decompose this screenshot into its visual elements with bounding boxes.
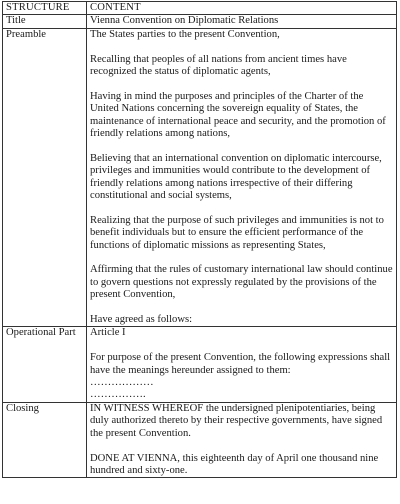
preamble-paragraph: Have agreed as follows:: [90, 314, 193, 326]
structure-column-header: STRUCTURE: [3, 2, 87, 15]
row-label-preamble: Preamble: [3, 28, 87, 327]
preamble-paragraph: Affirming that the rules of customary international law should continue to govern questions not expressly regulated by the provisions of the present Convention,: [90, 264, 393, 301]
table-row-operational: [3, 327, 397, 402]
article-heading: Article I: [90, 327, 126, 339]
ellipsis-line: …………….: [90, 389, 146, 401]
row-label-title: Title: [3, 15, 87, 28]
convention-title: Vienna Convention on Diplomatic Relations: [87, 15, 397, 28]
structure-content-table: [2, 1, 397, 478]
preamble-paragraph: Recalling that peoples of all nations from ancient times have recognized the status of diplomatic agents,: [90, 53, 347, 78]
table-row-title: [3, 15, 397, 28]
ellipsis-line: ………………: [90, 377, 154, 389]
row-label-closing: Closing: [3, 402, 87, 477]
table-row-closing: [3, 402, 397, 477]
preamble-paragraph: Realizing that the purpose of such privileges and immunities is not to benefit individuals but to ensure the efficient performance of the functions of diplomatic missions as representing States,: [90, 214, 384, 251]
content-column-header: CONTENT: [87, 2, 397, 15]
article-text: For purpose of the present Convention, the following expressions shall have the meanings hereunder assigned to them:: [90, 352, 391, 376]
row-label-operational: Operational Part: [3, 327, 87, 402]
preamble-paragraph: Believing that an international convention on diplomatic intercourse, privileges and immunities would contribute to the development of friendly relations among nations irrespective of their differing constitutional and social systems,: [90, 152, 382, 202]
closing-content: [87, 402, 397, 477]
preamble-paragraph: The States parties to the present Convention,: [90, 28, 280, 40]
preamble-paragraph: Having in mind the purposes and principles of the Charter of the United Nations concerning the sovereign equality of States, the maintenance of international peace and security, and the promotion of friendly relations among nations,: [90, 90, 386, 140]
preamble-content: [87, 28, 397, 327]
table-header-row: [3, 2, 397, 15]
operational-content: [87, 327, 397, 402]
closing-paragraph: IN WITNESS WHEREOF the undersigned plenipotentiaries, being duly authorized thereto by their respective governments, have signed the present Convention.: [90, 402, 383, 439]
table-row-preamble: [3, 28, 397, 327]
closing-paragraph: DONE AT VIENNA, this eighteenth day of April one thousand nine hundred and sixty-one.: [90, 452, 379, 476]
